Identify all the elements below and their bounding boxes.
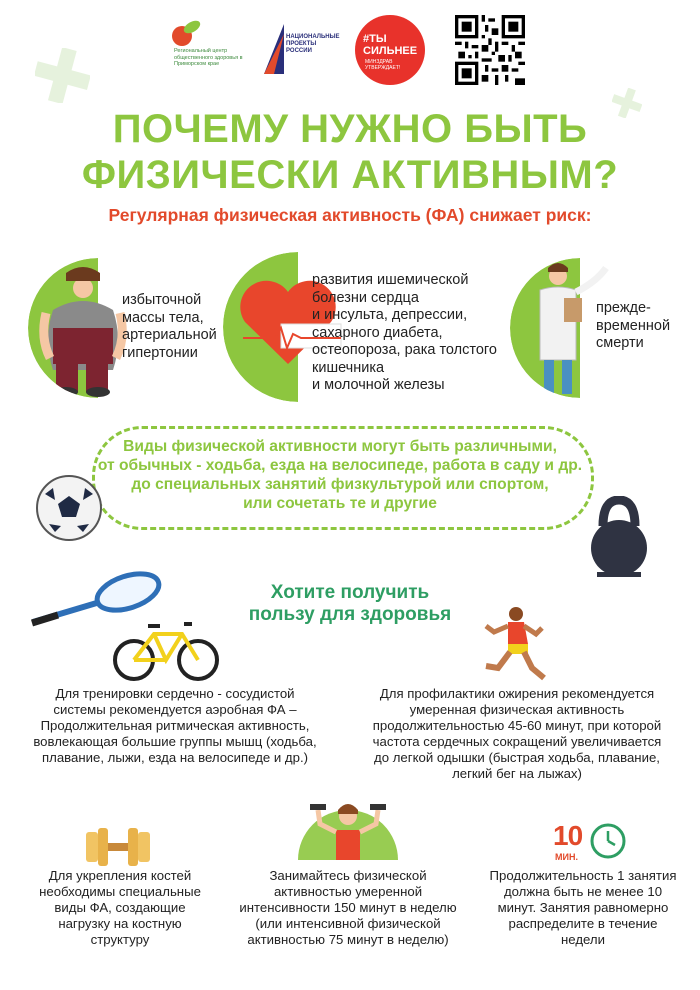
risk-heart-text: развития ишемической болезни сердца и инсульта, депрессии, сахарного диабета, остеопороза, рака толстого кишечника и молочной железы xyxy=(312,272,497,393)
kettlebell-icon xyxy=(583,496,655,578)
logo-national-projects xyxy=(264,22,344,77)
obesity-paragraph: Для профилактики ожирения рекомендуется умеренная физическая активность продолжительностью 45-60 минут, при которой частота сердечных сокращений увеличивается до легкой одышки (быстрая ходьба, плавание, легкий бег на лыжах) xyxy=(372,686,662,781)
cardio-paragraph: Для тренировки сердечно - сосудистой системы рекомендуется аэробная ФА – Продолжительная ритмическая активность, вовлекающая большие группы мышц (ходьба, плавание, лыжи, езда на велосипеде и др.) xyxy=(33,686,317,765)
logo-health-text: Региональный центр общественного здоровья в Приморском крае xyxy=(174,48,243,67)
activity-types-text: Виды физической активности могут быть различными, от обычных - ходьба, езда на велосипеде, работа в саду и др. до специальных занятий физкультурой или спортом, или сочетать те и другие xyxy=(97,438,583,512)
decor-cross-icon xyxy=(35,48,90,103)
bicycle-icon xyxy=(112,616,220,682)
page-title-line2: ФИЗИЧЕСКИ АКТИВНЫМ? xyxy=(81,153,619,197)
risk-obesity-text: избыточной массы тела, артериальной гипертонии xyxy=(122,292,217,361)
page-title-line1: ПОЧЕМУ НУЖНО БЫТЬ xyxy=(112,107,588,151)
logo-you-stronger xyxy=(355,15,425,85)
bones-paragraph: Для укрепления костей необходимы специальные виды ФА, создающие нагрузку на костную структуру xyxy=(39,868,201,947)
ten-minutes-unit: МИН. xyxy=(555,852,578,862)
national-projects-flag-icon xyxy=(264,24,284,74)
risk-death-text: преждe- временной смерти xyxy=(596,300,671,351)
ten-minutes-number: 10 xyxy=(553,820,583,851)
logo-np-text: НАЦИОНАЛЬНЫЕ ПРОЕКТЫ РОССИИ xyxy=(286,34,340,54)
runner-icon xyxy=(480,604,550,684)
clock-icon xyxy=(589,822,627,860)
apple-leaf-icon xyxy=(170,18,204,48)
logo-strong-word: СИЛЬНЕЕ xyxy=(363,45,418,57)
benefit-title: Хотите получить пользу для здоровья xyxy=(248,582,452,625)
session-duration-paragraph: Продолжительность 1 занятия должна быть не менее 10 минут. Занятия равномерно распределите в течение недели xyxy=(489,868,677,947)
ten-minutes-badge xyxy=(553,822,633,868)
soccer-ball-icon xyxy=(35,474,103,542)
woman-with-dumbbells-icon xyxy=(298,800,398,866)
dumbbell-icon xyxy=(82,826,154,868)
subtitle: Регулярная физическая активность (ФА) снижает риск: xyxy=(108,205,592,225)
logo-strong-ministry: МИНЗДРАВ УТВЕРЖДАЕТ! xyxy=(365,59,401,71)
logo-health-center xyxy=(170,18,260,78)
logo-strong-hash: #ТЫ xyxy=(363,33,387,45)
weekly-activity-paragraph: Занимайтесь физической активностью умеренной интенсивности 150 минут в неделю (или интенсивной физической активностью 75 минут в неделю) xyxy=(239,868,457,947)
qr-code-icon xyxy=(455,15,525,85)
